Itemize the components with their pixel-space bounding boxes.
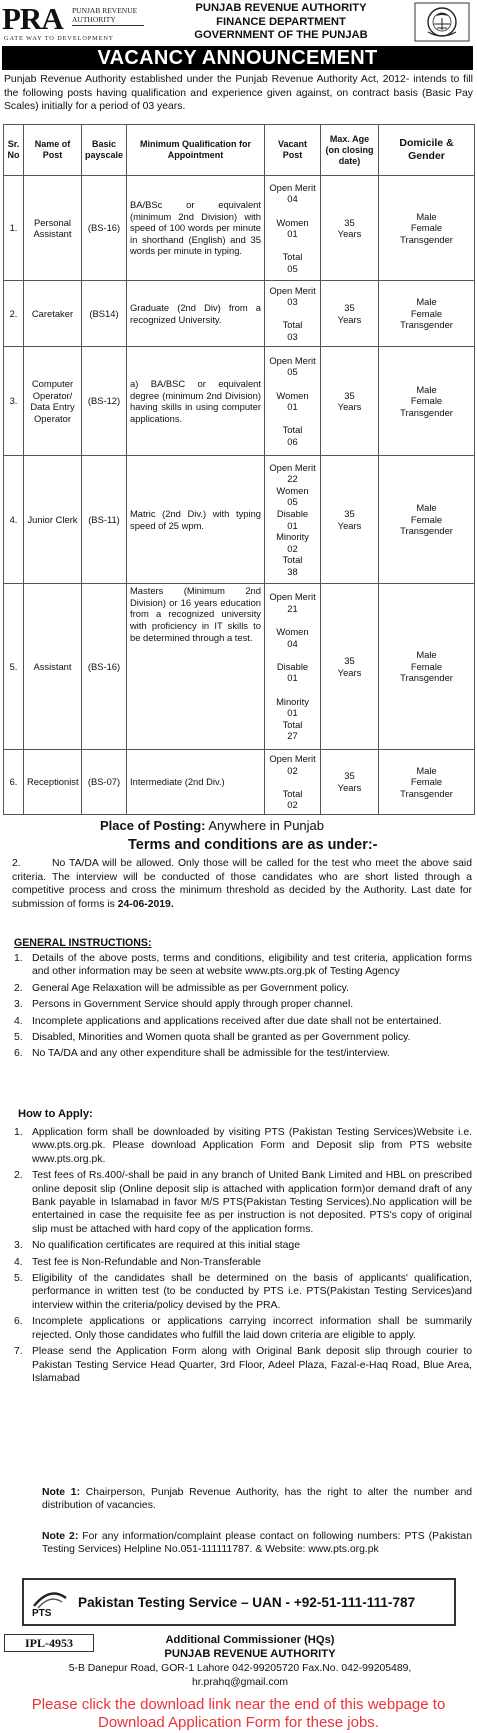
address	[20, 1662, 460, 1689]
cell-scale: (BS-16)	[82, 176, 127, 281]
ipl-code: IPL-4953	[4, 1634, 94, 1652]
list-item: 1. Application form shall be downloaded by visiting PTS (Pakistan Testing Services)Website i.e. www.pts.org.pk. Please download Application Form and Deposit slip from PTS website www.pts.org.pk.	[14, 1127, 472, 1165]
table-row	[4, 347, 475, 456]
cell-vacant: Open Merit 02 Total 02	[265, 749, 321, 814]
vacancy-table	[3, 124, 475, 815]
cell-age: 35 Years	[321, 456, 379, 584]
cell-vacant: Open Merit 03 Total 03	[265, 280, 321, 346]
org-line-1: PUNJAB REVENUE AUTHORITY	[195, 2, 367, 14]
list-item: 6. No TA/DA and any other expenditure shall be admissible for the test/interview.	[14, 1048, 390, 1060]
cell-vacant: Open Merit 04 Women 01 Total 05	[265, 176, 321, 281]
how-to-apply-title: How to Apply:	[18, 1108, 93, 1120]
org-line-2: FINANCE DEPARTMENT	[216, 15, 346, 28]
cell-sr: 6.	[4, 749, 24, 814]
col-name: Name of Post	[24, 125, 82, 176]
pra-logo	[2, 2, 145, 42]
col-payscale: Basic payscale	[82, 125, 127, 176]
cell-post: Assistant	[24, 584, 82, 750]
col-domicile: Domicile & Gender	[379, 125, 475, 176]
table-row	[4, 749, 475, 814]
general-instructions-list	[14, 952, 472, 1064]
cell-sr: 1.	[4, 176, 24, 281]
email: hr.prahq@gmail.com	[191, 1676, 289, 1688]
cell-sr: 4.	[4, 456, 24, 584]
cell-vacant: Open Merit 21 Women 04 Disable 01 Minority 01 Total 27	[265, 584, 321, 750]
table-header-row	[4, 125, 475, 176]
table-row	[4, 584, 475, 750]
issuer	[100, 1634, 400, 1661]
org-line-3: GOVERNMENT OF THE PUNJAB	[194, 29, 368, 41]
list-item: 5. Disabled, Minorities and Women quota shall be granted as per Government policy.	[14, 1032, 411, 1044]
punjab-emblem-icon	[414, 2, 470, 42]
table-row	[4, 456, 475, 584]
list-item: 3. No qualification certificates are required at this initial stage	[14, 1240, 300, 1252]
cell-qualification: Masters (Minimum 2nd Division) or 16 years education from a recognized university with proficiency in IT skills to be determined through a test.	[127, 584, 265, 750]
list-item: 4. Test fee is Non-Refundable and Non-Transferable	[14, 1256, 261, 1268]
posting-label: Place of Posting:	[100, 818, 206, 833]
download-note: Please click the download link near the end of this webpage to Download Application Form for these jobs.	[31, 1696, 446, 1731]
col-vacant: Vacant Post	[265, 125, 321, 176]
intro-paragraph: Punjab Revenue Authority established under the Punjab Revenue Authority Act, 2012- intends to fill the following posts having qualification and experience given against, on contract basis (Basic Pay Scales) initially for a period of 03 years.	[4, 74, 473, 112]
cell-scale: (BS-11)	[82, 456, 127, 584]
pts-uan: Pakistan Testing Service – UAN - +92-51-111-111-787	[78, 1595, 416, 1610]
address-line: 5-B Danepur Road, GOR-1 Lahore 042-99205720 Fax.No. 042-99205489,	[68, 1663, 412, 1674]
cell-post: Caretaker	[24, 280, 82, 346]
cell-age: 35 Years	[321, 584, 379, 750]
cell-scale: (BS-16)	[82, 584, 127, 750]
logo-authority: PUNJAB REVENUE AUTHORITY	[72, 6, 144, 26]
logo-text: PRA	[2, 1, 63, 36]
col-sr: Sr. No	[4, 125, 24, 176]
cell-age: 35 Years	[321, 176, 379, 281]
general-instructions-title: GENERAL INSTRUCTIONS:	[14, 937, 152, 949]
cell-sr: 2.	[4, 280, 24, 346]
cell-qualification: Matric (2nd Div.) with typing speed of 25 wpm.	[127, 456, 265, 584]
cell-domicile: Male Female Transgender	[379, 347, 475, 456]
cell-qualification: BA/BSc or equivalent (minimum 2nd Division) with speed of 100 words per minute in shorthand (English) and 35 words per minute in typing.	[127, 176, 265, 281]
cell-domicile: Male Female Transgender	[379, 584, 475, 750]
terms-text: No TA/DA will be allowed. Only those will be called for the test who meet the above said criteria. The interview will be conducted of those candidates who are short listed through a competitive process and cross the minimum threshold as decided by the Authority. Last date for submission of forms is	[12, 858, 472, 910]
cell-age: 35 Years	[321, 347, 379, 456]
logo-tagline: GATE WAY TO DEVELOPMENT	[4, 35, 114, 42]
issuer-title: Additional Commissioner (HQs)	[165, 1634, 335, 1646]
cell-qualification: Graduate (2nd Div) from a recognized University.	[127, 280, 265, 346]
list-item: 2. Test fees of Rs.400/-shall be paid in any branch of United Bank Limited and HBL on prescribed online deposit slip (Online deposit slip is attached with application form)or demand draft of any Bank payable in Islamabad in favor M/S PTS(Pakistan Testing Services).No application will be entertained in case the requisite fee as per instruction is not deposited. PTS's copy of original slip must be attached with hard copy of the application forms.	[14, 1170, 472, 1235]
list-item: 5. Eligibility of the candidates shall be determined on the basis of applicants' qualification, performance in written test (to be conducted by PTS i.e. PTS(Pakistan Testing Services)and interview within the criteria/policy devised by the PRA.	[14, 1273, 472, 1311]
list-item: 6. Incomplete applications or applications carrying incorrect information shall be summarily rejected. Only those candidates who fulfill the laid down criteria are eligible to apply.	[14, 1316, 472, 1341]
cell-age: 35 Years	[321, 749, 379, 814]
cell-sr: 5.	[4, 584, 24, 750]
org-title	[150, 2, 412, 43]
cell-domicile: Male Female Transgender	[379, 176, 475, 281]
posting-value: Anywhere in Punjab	[208, 818, 325, 833]
list-item: 2. General Age Relaxation will be admissible as per Government policy.	[14, 982, 349, 994]
table-row	[4, 280, 475, 346]
list-item: 3. Persons in Government Service should apply through proper channel.	[14, 999, 354, 1011]
terms-number: 2.	[12, 858, 21, 869]
col-qualification: Minimum Qualification for Appointment	[127, 125, 265, 176]
table-row	[4, 176, 475, 281]
how-to-apply-list	[14, 1126, 472, 1388]
cell-post: Computer Operator/ Data Entry Operator	[24, 347, 82, 456]
cell-domicile: Male Female Transgender	[379, 280, 475, 346]
cell-vacant: Open Merit 22 Women 05 Disable 01 Minority 02 Total 38	[265, 456, 321, 584]
vacancy-banner: VACANCY ANNOUNCEMENT	[2, 46, 473, 70]
cell-post: Junior Clerk	[24, 456, 82, 584]
cell-post: Receptionist	[24, 749, 82, 814]
list-item: 1. Details of the above posts, terms and conditions, eligibility and test criteria, application forms and other information may be seen at website www.pts.org.pk of Testing Agency	[14, 953, 472, 978]
cell-sr: 3.	[4, 347, 24, 456]
pts-logo-text: PTS	[32, 1608, 52, 1619]
last-date: 24-06-2019.	[117, 898, 174, 910]
cell-scale: (BS-07)	[82, 749, 127, 814]
terms-title: Terms and conditions are as under:-	[128, 837, 378, 853]
note-2: Note 2: For any information/complaint please contact on following numbers: PTS (Pakistan Testing Services) Helpline No.051-111111787. & Website: www.pts.org.pk	[42, 1531, 472, 1556]
col-age: Max. Age (on closing date)	[321, 125, 379, 176]
cell-post: Personal Assistant	[24, 176, 82, 281]
cell-qualification: Intermediate (2nd Div.)	[127, 749, 265, 814]
cell-scale: (BS-12)	[82, 347, 127, 456]
list-item: 7. Please send the Application Form along with Original Bank deposit slip through courier to Pakistan Testing Service Head Quarter, 3rd Floor, Adeel Plaza, Fazal-e-Haq Road, Blue Area, Islamabad	[14, 1346, 472, 1384]
cell-qualification: a) BA/BSC or equivalent degree (minimum 2nd Division) having skills in using computer applications.	[127, 347, 265, 456]
cell-domicile: Male Female Transgender	[379, 456, 475, 584]
place-of-posting	[100, 818, 460, 834]
note-1: Note 1: Chairperson, Punjab Revenue Authority, has the right to alter the number and distribution of vacancies.	[42, 1487, 473, 1512]
header	[0, 0, 477, 46]
cell-age: 35 Years	[321, 280, 379, 346]
cell-domicile: Male Female Transgender	[379, 749, 475, 814]
issuer-org: PUNJAB REVENUE AUTHORITY	[164, 1647, 336, 1660]
cell-scale: (BS14)	[82, 280, 127, 346]
cell-vacant: Open Merit 05 Women 01 Total 06	[265, 347, 321, 456]
terms-paragraph	[12, 857, 472, 911]
pts-banner	[22, 1578, 456, 1626]
list-item: 4. Incomplete applications and applications received after due date shall not be entertained.	[14, 1015, 442, 1027]
